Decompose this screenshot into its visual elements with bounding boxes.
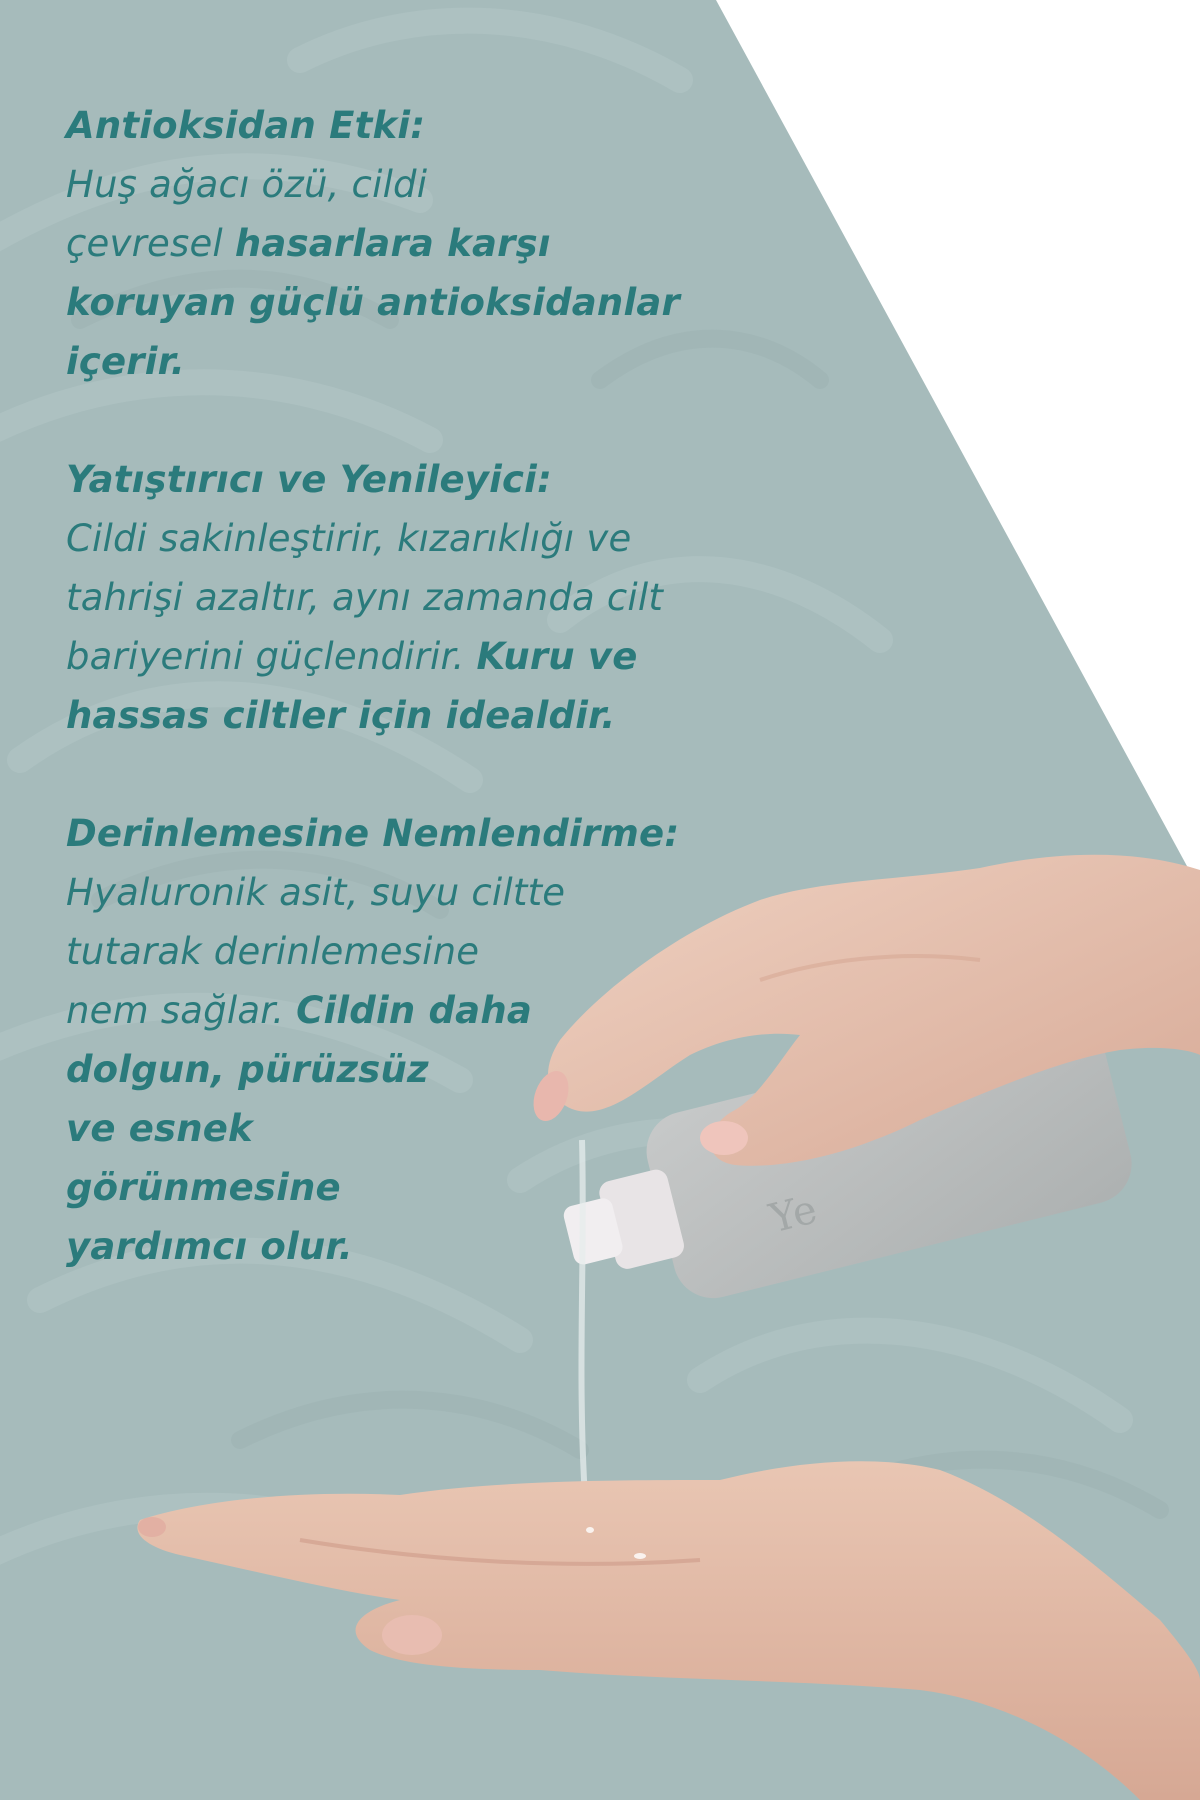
- regular-text: Hyaluronik asit, suyu ciltte: [66, 871, 566, 914]
- benefit-line: [66, 214, 766, 273]
- regular-text: bariyerini güçlendirir.: [66, 635, 477, 678]
- regular-text: Huş ağacı özü, cildi: [66, 163, 428, 206]
- bold-text: hassas ciltler için idealdir.: [66, 694, 616, 737]
- benefit-line: [66, 981, 766, 1040]
- regular-text: nem sağlar.: [66, 989, 297, 1032]
- bold-text: yardımcı olur.: [66, 1225, 353, 1268]
- benefit-section: [66, 450, 766, 745]
- benefit-line: [66, 273, 766, 332]
- bold-text: Cildin daha: [296, 989, 533, 1032]
- benefit-section: [66, 96, 766, 391]
- benefit-heading: Antioksidan Etki:: [66, 104, 426, 147]
- lower-hand: [137, 1461, 1200, 1800]
- regular-text: çevresel: [66, 222, 235, 265]
- bold-text: dolgun, pürüzsüz: [66, 1048, 429, 1091]
- benefit-line: [66, 155, 766, 214]
- benefits-text: [66, 96, 766, 1335]
- benefit-line: [66, 568, 766, 627]
- benefit-line: [66, 922, 766, 981]
- benefit-line: [66, 1099, 766, 1158]
- benefit-line: [66, 1217, 766, 1276]
- benefit-section: [66, 804, 766, 1276]
- bold-text: hasarlara karşı: [234, 222, 551, 265]
- benefit-heading: Yatıştırıcı ve Yenileyici:: [66, 458, 552, 501]
- svg-text:Ye: Ye: [765, 1186, 822, 1243]
- benefit-line: [66, 509, 766, 568]
- benefit-line: [66, 863, 766, 922]
- bold-text: Kuru ve: [476, 635, 638, 678]
- bold-text: ve esnek: [66, 1107, 253, 1150]
- benefit-line: [66, 627, 766, 686]
- bold-text: görünmesine: [66, 1166, 341, 1209]
- regular-text: tahrişi azaltır, aynı zamanda cilt: [66, 576, 664, 619]
- regular-text: Cildi sakinleştirir, kızarıklığı ve: [66, 517, 632, 560]
- benefit-line: [66, 1158, 766, 1217]
- bold-text: içerir.: [66, 340, 186, 383]
- benefit-heading: Derinlemesine Nemlendirme:: [66, 812, 680, 855]
- benefit-line: [66, 686, 766, 745]
- benefit-line: [66, 1040, 766, 1099]
- bold-text: koruyan güçlü antioksidanlar: [66, 281, 680, 324]
- benefit-line: [66, 332, 766, 391]
- regular-text: tutarak derinlemesine: [66, 930, 480, 973]
